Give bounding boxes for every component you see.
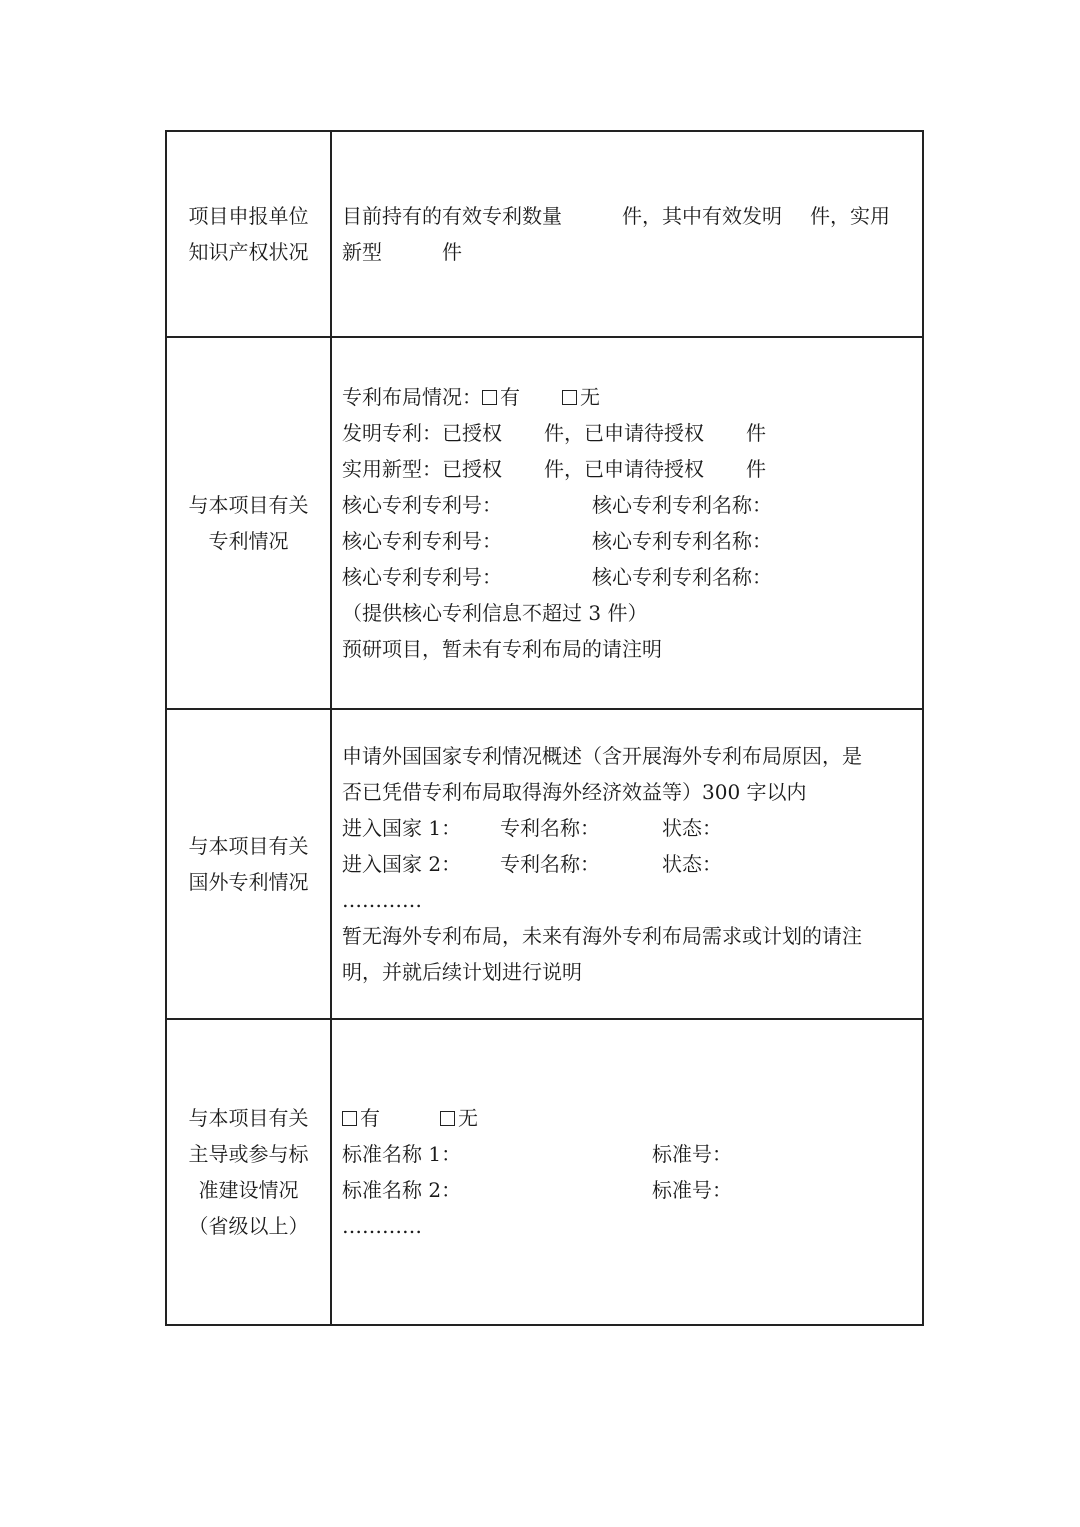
utility-count-text: 件，实用 — [810, 204, 890, 228]
standards-no-option[interactable] — [440, 1100, 478, 1136]
label-line: 项目申报单位 — [188, 204, 309, 228]
patent-layout-label: 专利布局情况： — [342, 385, 482, 409]
standard-name-label: 标准名称 1： — [342, 1142, 462, 1166]
option-label: 有 — [360, 1106, 380, 1130]
core-patent-line-3 — [342, 559, 910, 595]
patent-count-line — [342, 198, 910, 234]
patent-count-text: 目前持有的有效专利数量 — [342, 204, 562, 228]
standards-ellipsis: ………… — [342, 1214, 422, 1238]
checkbox-icon[interactable] — [562, 390, 577, 405]
checkbox-icon[interactable] — [482, 390, 497, 405]
foreign-note-line: 暂无海外专利布局，未来有海外专利布局需求或计划的请注 — [342, 924, 862, 948]
row-label-foreign-patents — [166, 709, 331, 1019]
foreign-country-line-2 — [342, 846, 910, 882]
unit-label: 件 — [746, 421, 766, 445]
core-patent-line-1 — [342, 487, 910, 523]
label-line: 专利情况 — [208, 529, 289, 553]
invention-pending-label: 件，已申请待授权 — [544, 421, 704, 445]
standard-number-label: 标准号： — [652, 1178, 732, 1202]
row-content-standards — [331, 1019, 923, 1325]
status-label: 状态： — [662, 816, 722, 840]
foreign-note-line: 明，并就后续计划进行说明 — [342, 960, 582, 984]
label-line: （省级以上） — [188, 1214, 309, 1238]
patent-name-label: 专利名称： — [500, 852, 600, 876]
ip-status-form-table — [165, 130, 924, 1326]
row-content-related-patents — [331, 337, 923, 709]
checkbox-icon[interactable] — [440, 1111, 455, 1126]
patent-name-label: 专利名称： — [500, 816, 600, 840]
row-content-ip-status — [331, 131, 923, 337]
option-label: 有 — [500, 385, 520, 409]
invention-count-text: 件，其中有效发明 — [622, 204, 782, 228]
country-label: 进入国家 2： — [342, 852, 462, 876]
core-patent-line-2 — [342, 523, 910, 559]
row-content-foreign-patents — [331, 709, 923, 1019]
core-patent-name-label: 核心专利专利名称： — [592, 565, 772, 589]
unit-label: 件 — [746, 457, 766, 481]
core-patent-number-label: 核心专利专利号： — [342, 529, 502, 553]
core-patent-limit-note: （提供核心专利信息不超过 3 件） — [342, 601, 648, 625]
utility-granted-label: 实用新型：已授权 — [342, 457, 502, 481]
option-label: 无 — [458, 1106, 478, 1130]
standard-number-label: 标准号： — [652, 1142, 732, 1166]
invention-patent-line — [342, 415, 910, 451]
checkbox-icon[interactable] — [342, 1111, 357, 1126]
foreign-summary-line: 否已凭借专利布局取得海外经济效益等）300 字以内 — [342, 780, 807, 804]
standards-yes-option[interactable] — [342, 1100, 380, 1136]
foreign-summary-line: 申请外国国家专利情况概述（含开展海外专利布局原因，是 — [342, 744, 862, 768]
foreign-country-line-1 — [342, 810, 910, 846]
row-label-standards — [166, 1019, 331, 1325]
row-label-related-patents — [166, 337, 331, 709]
form-row-foreign-patents — [166, 709, 923, 1019]
layout-no-option[interactable] — [562, 379, 600, 415]
utility-type-text: 新型 — [342, 240, 382, 264]
label-line: 与本项目有关 — [188, 834, 309, 858]
form-row-related-patents — [166, 337, 923, 709]
option-label: 无 — [580, 385, 600, 409]
label-line: 准建设情况 — [198, 1178, 299, 1202]
layout-yes-option[interactable] — [482, 379, 520, 415]
patent-layout-line — [342, 379, 910, 415]
utility-unit-text: 件 — [442, 240, 462, 264]
standard-line-1 — [342, 1136, 910, 1172]
standard-line-2 — [342, 1172, 910, 1208]
core-patent-name-label: 核心专利专利名称： — [592, 529, 772, 553]
label-line: 与本项目有关 — [188, 493, 309, 517]
utility-patent-line — [342, 451, 910, 487]
label-line: 知识产权状况 — [188, 240, 309, 264]
country-label: 进入国家 1： — [342, 816, 462, 840]
core-patent-name-label: 核心专利专利名称： — [592, 493, 772, 517]
pre-research-note: 预研项目，暂未有专利布局的请注明 — [342, 637, 662, 661]
status-label: 状态： — [662, 852, 722, 876]
foreign-ellipsis: ………… — [342, 888, 422, 912]
label-line: 国外专利情况 — [188, 870, 309, 894]
row-label-ip-status — [166, 131, 331, 337]
standards-option-line — [342, 1100, 910, 1136]
core-patent-number-label: 核心专利专利号： — [342, 493, 502, 517]
form-row-standards — [166, 1019, 923, 1325]
standard-name-label: 标准名称 2： — [342, 1178, 462, 1202]
label-line: 主导或参与标 — [188, 1142, 309, 1166]
invention-granted-label: 发明专利：已授权 — [342, 421, 502, 445]
label-line: 与本项目有关 — [188, 1106, 309, 1130]
core-patent-number-label: 核心专利专利号： — [342, 565, 502, 589]
utility-pending-label: 件，已申请待授权 — [544, 457, 704, 481]
form-row-ip-status — [166, 131, 923, 337]
utility-line — [342, 234, 910, 270]
